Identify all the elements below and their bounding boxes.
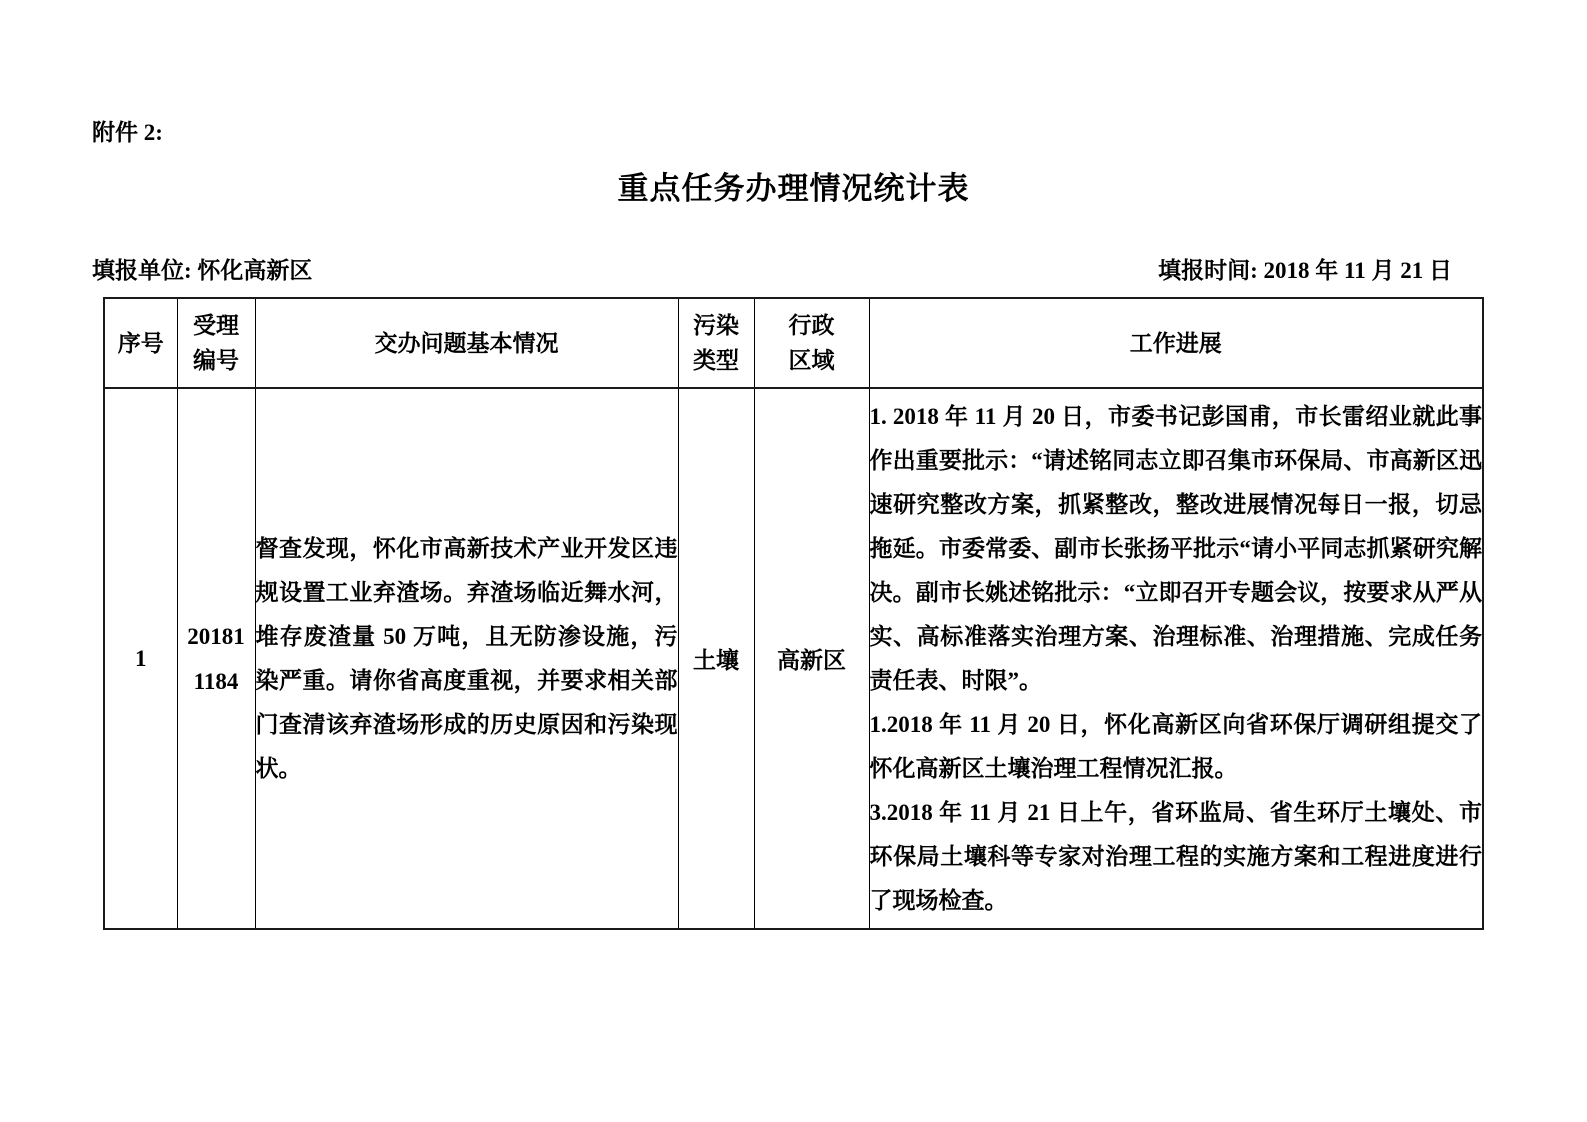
col-header-region-line1: 行政 [788, 313, 835, 338]
cell-problem: 督查发现，怀化市高新技术产业开发区违规设置工业弃渣场。弃渣场临近舞水河，堆存废渣量 50 万吨，且无防渗设施，污染严重。请你省高度重视，并要求相关部门查清该弃渣场形成的历史原因和污染现状。 [255, 388, 678, 929]
progress-paragraph: 1.2018 年 11 月 20 日，怀化高新区向省环保厅调研组提交了怀化高新区土壤治理工程情况汇报。 [869, 711, 1482, 781]
cell-acceptance-no-line2: 1184 [193, 668, 239, 694]
cell-acceptance-no [177, 388, 255, 929]
col-header-region [754, 298, 869, 388]
reporting-time-label: 填报时间: 2018 年 11 月 21 日 [1158, 258, 1452, 283]
report-meta-line [92, 252, 1452, 285]
col-header-problem: 交办问题基本情况 [255, 298, 678, 388]
col-header-acceptance-no [177, 298, 255, 388]
reporting-unit-label: 填报单位: 怀化高新区 [92, 258, 313, 283]
statistics-table [103, 297, 1484, 930]
col-header-pollution-type [678, 298, 754, 388]
attachment-label: 附件 2: [92, 120, 163, 145]
cell-region: 高新区 [754, 388, 869, 929]
page-title: 重点任务办理情况统计表 [617, 171, 970, 206]
progress-paragraph: 3.2018 年 11 月 21 日上午，省环监局、省生环厅土壤处、市环保局土壤科等专家对治理工程的实施方案和工程进度进行了现场检查。 [869, 799, 1482, 913]
col-header-acceptance-no-line2: 编号 [193, 348, 239, 373]
table-row [104, 388, 1483, 929]
col-header-acceptance-no-line1: 受理 [193, 313, 239, 338]
col-header-region-line2: 区域 [788, 348, 835, 373]
col-header-progress: 工作进展 [869, 298, 1483, 388]
cell-acceptance-no-line1: 20181 [187, 623, 245, 649]
progress-paragraph: 1. 2018 年 11 月 20 日，市委书记彭国甫，市长雷绍业就此事作出重要批示：“请述铭同志立即召集市环保局、市高新区迅速研究整改方案，抓紧整改，整改进展情况每日一报，切忌拖延。市委常委、副市长张扬平批示“请小平同志抓紧研究解决。副市长姚述铭批示：“立即召开专题会议，按要求从严从实、高标准落实治理方案、治理标准、治理措施、完成任务责任表、时限”。 [869, 403, 1482, 693]
cell-progress [869, 388, 1483, 929]
cell-pollution-type: 土壤 [678, 388, 754, 929]
col-header-seq: 序号 [104, 298, 177, 388]
col-header-pollution-type-line2: 类型 [693, 348, 739, 373]
col-header-pollution-type-line1: 污染 [693, 313, 739, 338]
header-row [104, 298, 1483, 388]
cell-seq: 1 [104, 388, 177, 929]
